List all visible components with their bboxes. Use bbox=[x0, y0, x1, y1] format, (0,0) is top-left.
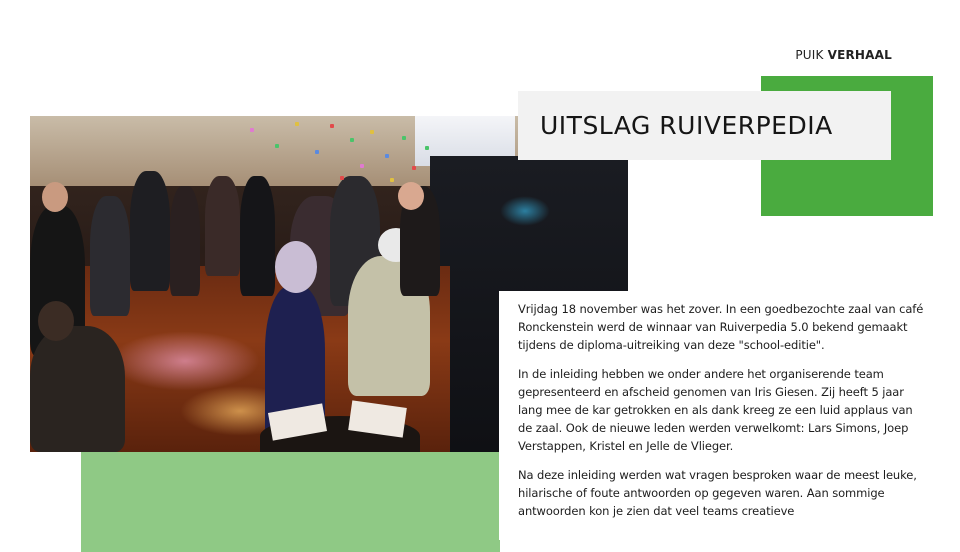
photo-confetti bbox=[425, 146, 429, 150]
light-green-block bbox=[81, 452, 500, 552]
photo-confetti bbox=[295, 122, 299, 126]
photo-confetti bbox=[390, 178, 394, 182]
photo-confetti bbox=[275, 144, 279, 148]
photo-confetti bbox=[350, 138, 354, 142]
photo-person bbox=[240, 176, 275, 296]
photo-confetti bbox=[360, 164, 364, 168]
photo-person bbox=[205, 176, 240, 276]
photo-person-head bbox=[398, 182, 424, 210]
photo-person-head bbox=[38, 301, 74, 341]
photo-confetti bbox=[340, 176, 344, 180]
photo-confetti bbox=[412, 166, 416, 170]
photo-confetti bbox=[315, 150, 319, 154]
article-body bbox=[499, 291, 960, 540]
photo-person-head bbox=[42, 182, 68, 212]
photo-confetti bbox=[330, 124, 334, 128]
page-title: UITSLAG RUIVERPEDIA bbox=[540, 111, 833, 140]
article-paragraph: Vrijdag 18 november was het zover. In een goedbezochte zaal van café Ronckenstein werd de winnaar van Ruiverpedia 5.0 bekend gemaakt tijdens de diploma-uitreiking van deze "school-editie". bbox=[518, 302, 924, 352]
photo-person-head bbox=[275, 241, 317, 293]
title-box bbox=[518, 91, 891, 160]
photo-floor-light bbox=[110, 331, 260, 391]
photo-person bbox=[130, 171, 170, 291]
photo-confetti bbox=[385, 154, 389, 158]
article-paragraph: In de inleiding hebben we onder andere het organiserende team gepresenteerd en afscheid genomen van Iris Giesen. Zij heeft 5 jaar lang mee de kar getrokken en als dank kreeg ze een luid applaus van de zaal. Ook de nieuwe leden werden verwelkomt: Lars Simons, Joep Verstappen, Kristel en Jelle de Vlieger. bbox=[518, 367, 913, 453]
kicker-bold: VERHAAL bbox=[827, 48, 892, 62]
photo-person bbox=[90, 196, 130, 316]
photo-teal-light bbox=[500, 196, 550, 226]
photo-confetti bbox=[250, 128, 254, 132]
kicker-light: PUIK bbox=[795, 48, 824, 62]
photo-person bbox=[30, 326, 125, 452]
section-kicker bbox=[795, 48, 892, 62]
photo-confetti bbox=[370, 130, 374, 134]
article-paragraph: Na deze inleiding werden wat vragen besproken waar de meest leuke, hilarische of foute antwoorden op gegeven waren. Aan sommige antwoorden kon je zien dat veel teams creatieve bbox=[518, 468, 917, 518]
photo-confetti bbox=[402, 136, 406, 140]
photo-person bbox=[170, 186, 200, 296]
